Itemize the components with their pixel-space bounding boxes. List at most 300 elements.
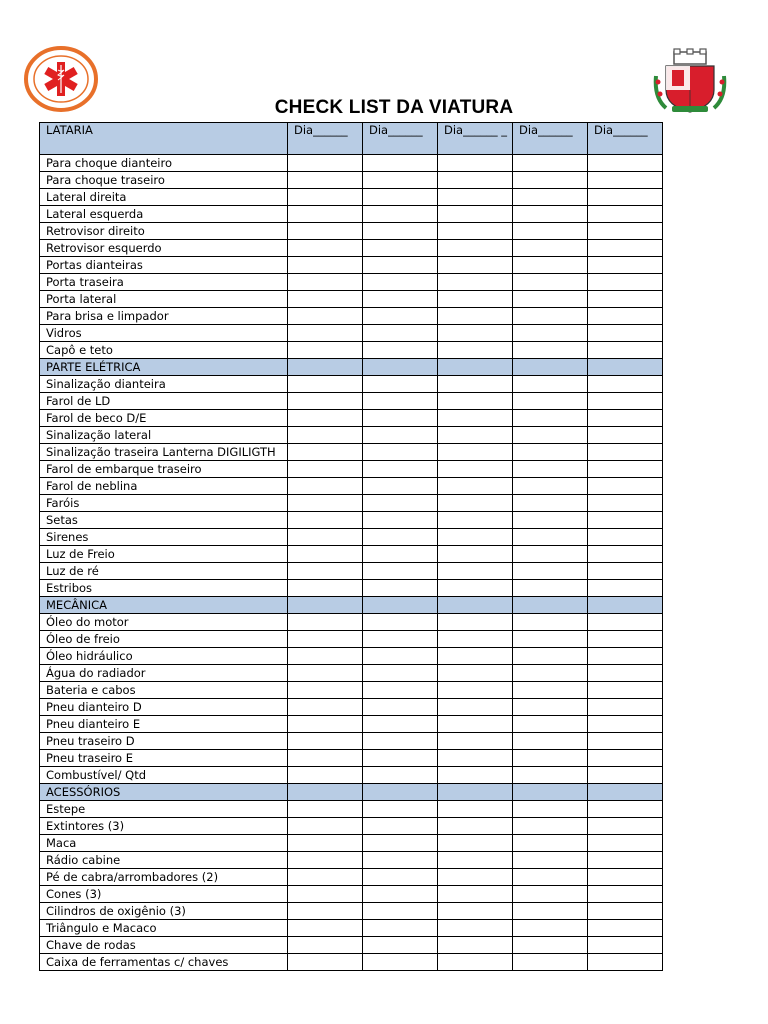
day-2-check-cell[interactable]: [363, 614, 438, 631]
table-row: [40, 767, 663, 784]
day-3-check-cell[interactable]: [438, 580, 513, 597]
day-5-check-cell[interactable]: [588, 308, 663, 325]
day-4-check-cell[interactable]: [513, 937, 588, 954]
day-1-check-cell[interactable]: [288, 563, 363, 580]
day-1-check-cell[interactable]: [288, 920, 363, 937]
day-1-check-cell[interactable]: [288, 835, 363, 852]
day-5-check-cell[interactable]: [588, 886, 663, 903]
day-1-check-cell[interactable]: [288, 529, 363, 546]
day-3-check-cell[interactable]: [438, 852, 513, 869]
day-5-check-cell[interactable]: [588, 155, 663, 172]
day-1-check-cell[interactable]: [288, 648, 363, 665]
day-3-check-cell[interactable]: [438, 818, 513, 835]
item-label: Lateral esquerda: [40, 206, 288, 223]
item-label: Farol de beco D/E: [40, 410, 288, 427]
day-3-check-cell[interactable]: [438, 172, 513, 189]
header-day-5[interactable]: Dia______: [588, 123, 663, 155]
day-2-check-cell[interactable]: [363, 325, 438, 342]
day-4-check-cell[interactable]: [513, 291, 588, 308]
day-5-check-cell[interactable]: [588, 291, 663, 308]
header-day-4[interactable]: Dia______: [513, 123, 588, 155]
day-5-check-cell[interactable]: [588, 206, 663, 223]
day-5-check-cell[interactable]: [588, 495, 663, 512]
header-day-3[interactable]: Dia______ _: [438, 123, 513, 155]
table-row: [40, 223, 663, 240]
item-label: Estribos: [40, 580, 288, 597]
item-label: Faróis: [40, 495, 288, 512]
day-1-check-cell[interactable]: [288, 478, 363, 495]
day-2-check-cell[interactable]: [363, 189, 438, 206]
day-4-check-cell[interactable]: [513, 563, 588, 580]
day-5-check-cell[interactable]: [588, 869, 663, 886]
day-3-check-cell: [438, 597, 513, 614]
item-label: Pneu traseiro E: [40, 750, 288, 767]
day-5-check-cell[interactable]: [588, 427, 663, 444]
day-1-check-cell[interactable]: [288, 410, 363, 427]
day-4-check-cell[interactable]: [513, 461, 588, 478]
day-3-check-cell[interactable]: [438, 291, 513, 308]
table-row: [40, 937, 663, 954]
day-3-check-cell[interactable]: [438, 665, 513, 682]
day-2-check-cell[interactable]: [363, 206, 438, 223]
day-2-check-cell[interactable]: [363, 495, 438, 512]
day-3-check-cell[interactable]: [438, 954, 513, 971]
day-2-check-cell[interactable]: [363, 716, 438, 733]
day-3-check-cell[interactable]: [438, 240, 513, 257]
day-3-check-cell[interactable]: [438, 461, 513, 478]
day-1-check-cell[interactable]: [288, 427, 363, 444]
day-1-check-cell[interactable]: [288, 461, 363, 478]
table-row: [40, 954, 663, 971]
day-2-check-cell[interactable]: [363, 818, 438, 835]
table-row: [40, 563, 663, 580]
day-3-check-cell[interactable]: [438, 308, 513, 325]
item-label: Capô e teto: [40, 342, 288, 359]
day-5-check-cell[interactable]: [588, 648, 663, 665]
day-4-check-cell[interactable]: [513, 376, 588, 393]
day-5-check-cell[interactable]: [588, 461, 663, 478]
item-label: Triângulo e Macaco: [40, 920, 288, 937]
day-1-check-cell[interactable]: [288, 733, 363, 750]
day-3-check-cell[interactable]: [438, 325, 513, 342]
day-2-check-cell[interactable]: [363, 512, 438, 529]
day-5-check-cell[interactable]: [588, 512, 663, 529]
day-3-check-cell[interactable]: [438, 869, 513, 886]
checklist-body: [40, 155, 663, 971]
day-1-check-cell[interactable]: [288, 393, 363, 410]
day-4-check-cell[interactable]: [513, 444, 588, 461]
day-3-check-cell[interactable]: [438, 393, 513, 410]
table-row: [40, 495, 663, 512]
day-4-check-cell[interactable]: [513, 393, 588, 410]
day-1-check-cell[interactable]: [288, 172, 363, 189]
day-1-check-cell[interactable]: [288, 223, 363, 240]
table-row: [40, 699, 663, 716]
day-5-check-cell[interactable]: [588, 937, 663, 954]
table-row: [40, 308, 663, 325]
day-5-check-cell[interactable]: [588, 614, 663, 631]
day-2-check-cell[interactable]: [363, 954, 438, 971]
day-2-check-cell[interactable]: [363, 886, 438, 903]
day-5-check-cell[interactable]: [588, 903, 663, 920]
day-3-check-cell[interactable]: [438, 410, 513, 427]
day-2-check-cell[interactable]: [363, 699, 438, 716]
day-1-check-cell[interactable]: [288, 614, 363, 631]
day-5-check-cell[interactable]: [588, 631, 663, 648]
day-3-check-cell[interactable]: [438, 920, 513, 937]
day-4-check-cell[interactable]: [513, 954, 588, 971]
day-1-check-cell[interactable]: [288, 155, 363, 172]
day-2-check-cell[interactable]: [363, 801, 438, 818]
day-5-check-cell[interactable]: [588, 835, 663, 852]
day-4-check-cell[interactable]: [513, 665, 588, 682]
day-5-check-cell[interactable]: [588, 444, 663, 461]
day-4-check-cell[interactable]: [513, 801, 588, 818]
table-row: [40, 257, 663, 274]
day-1-check-cell[interactable]: [288, 240, 363, 257]
day-1-check-cell[interactable]: [288, 325, 363, 342]
day-1-check-cell[interactable]: [288, 189, 363, 206]
day-4-check-cell[interactable]: [513, 852, 588, 869]
day-3-check-cell[interactable]: [438, 546, 513, 563]
item-label: Sinalização dianteira: [40, 376, 288, 393]
day-3-check-cell[interactable]: [438, 155, 513, 172]
day-1-check-cell[interactable]: [288, 308, 363, 325]
table-row: [40, 665, 663, 682]
day-5-check-cell[interactable]: [588, 325, 663, 342]
day-5-check-cell[interactable]: [588, 529, 663, 546]
day-2-check-cell[interactable]: [363, 920, 438, 937]
day-4-check-cell[interactable]: [513, 546, 588, 563]
day-5-check-cell[interactable]: [588, 240, 663, 257]
day-3-check-cell[interactable]: [438, 767, 513, 784]
day-2-check-cell[interactable]: [363, 835, 438, 852]
item-label: Maca: [40, 835, 288, 852]
day-5-check-cell[interactable]: [588, 478, 663, 495]
item-label: Luz de Freio: [40, 546, 288, 563]
day-4-check-cell[interactable]: [513, 155, 588, 172]
day-1-check-cell[interactable]: [288, 495, 363, 512]
day-3-check-cell[interactable]: [438, 563, 513, 580]
day-4-check-cell[interactable]: [513, 648, 588, 665]
day-2-check-cell: [363, 784, 438, 801]
day-1-check-cell[interactable]: [288, 444, 363, 461]
day-1-check-cell[interactable]: [288, 546, 363, 563]
table-row: [40, 801, 663, 818]
day-4-check-cell[interactable]: [513, 410, 588, 427]
day-1-check-cell[interactable]: [288, 869, 363, 886]
day-3-check-cell[interactable]: [438, 801, 513, 818]
day-4-check-cell[interactable]: [513, 682, 588, 699]
header-day-1[interactable]: Dia______: [288, 123, 363, 155]
day-4-check-cell[interactable]: [513, 886, 588, 903]
day-4-check-cell[interactable]: [513, 257, 588, 274]
day-4-check-cell[interactable]: [513, 172, 588, 189]
item-label: Estepe: [40, 801, 288, 818]
day-3-check-cell[interactable]: [438, 206, 513, 223]
item-label: Sirenes: [40, 529, 288, 546]
table-row: [40, 189, 663, 206]
day-2-check-cell[interactable]: [363, 478, 438, 495]
day-4-check-cell[interactable]: [513, 631, 588, 648]
table-row: [40, 614, 663, 631]
day-1-check-cell[interactable]: [288, 512, 363, 529]
day-1-check-cell[interactable]: [288, 818, 363, 835]
day-1-check-cell[interactable]: [288, 631, 363, 648]
day-5-check-cell[interactable]: [588, 682, 663, 699]
day-2-check-cell[interactable]: [363, 563, 438, 580]
day-5-check-cell[interactable]: [588, 189, 663, 206]
item-label: Vidros: [40, 325, 288, 342]
day-5-check-cell[interactable]: [588, 257, 663, 274]
day-3-check-cell[interactable]: [438, 342, 513, 359]
day-5-check-cell[interactable]: [588, 563, 663, 580]
table-row: [40, 546, 663, 563]
day-2-check-cell[interactable]: [363, 733, 438, 750]
day-2-check-cell[interactable]: [363, 461, 438, 478]
day-1-check-cell[interactable]: [288, 716, 363, 733]
day-4-check-cell[interactable]: [513, 835, 588, 852]
day-5-check-cell[interactable]: [588, 580, 663, 597]
day-3-check-cell: [438, 359, 513, 376]
day-1-check-cell[interactable]: [288, 257, 363, 274]
day-4-check-cell[interactable]: [513, 903, 588, 920]
day-1-check-cell[interactable]: [288, 937, 363, 954]
item-label: Sinalização lateral: [40, 427, 288, 444]
day-4-check-cell[interactable]: [513, 529, 588, 546]
day-2-check-cell[interactable]: [363, 852, 438, 869]
item-label: Pneu traseiro D: [40, 733, 288, 750]
day-2-check-cell[interactable]: [363, 767, 438, 784]
table-row: [40, 172, 663, 189]
day-1-check-cell[interactable]: [288, 342, 363, 359]
day-1-check-cell[interactable]: [288, 954, 363, 971]
item-label: Portas dianteiras: [40, 257, 288, 274]
day-1-check-cell[interactable]: [288, 801, 363, 818]
day-5-check-cell[interactable]: [588, 393, 663, 410]
day-4-check-cell[interactable]: [513, 478, 588, 495]
day-2-check-cell[interactable]: [363, 274, 438, 291]
day-5-check-cell[interactable]: [588, 801, 663, 818]
day-4-check-cell[interactable]: [513, 495, 588, 512]
day-5-check-cell: [588, 597, 663, 614]
day-5-check-cell[interactable]: [588, 699, 663, 716]
day-2-check-cell[interactable]: [363, 393, 438, 410]
day-2-check-cell[interactable]: [363, 869, 438, 886]
day-5-check-cell[interactable]: [588, 172, 663, 189]
day-4-check-cell[interactable]: [513, 240, 588, 257]
day-2-check-cell[interactable]: [363, 546, 438, 563]
header-day-2[interactable]: Dia______: [363, 123, 438, 155]
day-2-check-cell[interactable]: [363, 308, 438, 325]
day-3-check-cell[interactable]: [438, 614, 513, 631]
day-1-check-cell[interactable]: [288, 852, 363, 869]
day-4-check-cell[interactable]: [513, 767, 588, 784]
day-3-check-cell[interactable]: [438, 631, 513, 648]
day-3-check-cell[interactable]: [438, 376, 513, 393]
day-1-check-cell[interactable]: [288, 767, 363, 784]
day-2-check-cell[interactable]: [363, 427, 438, 444]
day-2-check-cell[interactable]: [363, 376, 438, 393]
day-3-check-cell[interactable]: [438, 886, 513, 903]
day-2-check-cell[interactable]: [363, 903, 438, 920]
day-5-check-cell[interactable]: [588, 954, 663, 971]
day-4-check-cell[interactable]: [513, 614, 588, 631]
day-2-check-cell[interactable]: [363, 631, 438, 648]
day-3-check-cell[interactable]: [438, 937, 513, 954]
section-row: [40, 597, 663, 614]
day-1-check-cell[interactable]: [288, 665, 363, 682]
day-1-check-cell[interactable]: [288, 903, 363, 920]
day-2-check-cell[interactable]: [363, 223, 438, 240]
item-label: Lateral direita: [40, 189, 288, 206]
day-4-check-cell[interactable]: [513, 750, 588, 767]
day-5-check-cell[interactable]: [588, 733, 663, 750]
table-row: [40, 325, 663, 342]
item-label: Caixa de ferramentas c/ chaves: [40, 954, 288, 971]
day-5-check-cell[interactable]: [588, 750, 663, 767]
day-2-check-cell[interactable]: [363, 342, 438, 359]
day-5-check-cell[interactable]: [588, 852, 663, 869]
table-row: [40, 682, 663, 699]
day-3-check-cell[interactable]: [438, 223, 513, 240]
day-2-check-cell[interactable]: [363, 648, 438, 665]
section-label: PARTE ELÉTRICA: [40, 359, 288, 376]
table-row: [40, 291, 663, 308]
day-3-check-cell[interactable]: [438, 478, 513, 495]
item-label: Cones (3): [40, 886, 288, 903]
day-5-check-cell[interactable]: [588, 767, 663, 784]
day-5-check-cell[interactable]: [588, 665, 663, 682]
day-1-check-cell[interactable]: [288, 206, 363, 223]
day-5-check-cell[interactable]: [588, 818, 663, 835]
section-label: MECÂNICA: [40, 597, 288, 614]
day-3-check-cell[interactable]: [438, 733, 513, 750]
table-row: [40, 818, 663, 835]
item-label: Rádio cabine: [40, 852, 288, 869]
day-4-check-cell[interactable]: [513, 342, 588, 359]
day-4-check-cell[interactable]: [513, 223, 588, 240]
section-row: [40, 359, 663, 376]
day-1-check-cell[interactable]: [288, 291, 363, 308]
day-5-check-cell[interactable]: [588, 376, 663, 393]
day-2-check-cell[interactable]: [363, 240, 438, 257]
table-row: [40, 903, 663, 920]
day-4-check-cell[interactable]: [513, 920, 588, 937]
day-3-check-cell[interactable]: [438, 699, 513, 716]
day-3-check-cell[interactable]: [438, 189, 513, 206]
day-4-check-cell[interactable]: [513, 716, 588, 733]
day-3-check-cell[interactable]: [438, 274, 513, 291]
day-4-check-cell[interactable]: [513, 733, 588, 750]
day-3-check-cell[interactable]: [438, 835, 513, 852]
item-label: Para choque dianteiro: [40, 155, 288, 172]
day-1-check-cell[interactable]: [288, 580, 363, 597]
day-1-check-cell[interactable]: [288, 750, 363, 767]
table-row: [40, 342, 663, 359]
table-row: [40, 461, 663, 478]
day-1-check-cell[interactable]: [288, 682, 363, 699]
day-2-check-cell[interactable]: [363, 750, 438, 767]
day-3-check-cell[interactable]: [438, 495, 513, 512]
day-4-check-cell: [513, 597, 588, 614]
day-3-check-cell[interactable]: [438, 427, 513, 444]
day-2-check-cell: [363, 359, 438, 376]
day-2-check-cell[interactable]: [363, 444, 438, 461]
day-4-check-cell[interactable]: [513, 580, 588, 597]
item-label: Para choque traseiro: [40, 172, 288, 189]
day-2-check-cell[interactable]: [363, 172, 438, 189]
day-4-check-cell[interactable]: [513, 512, 588, 529]
day-3-check-cell[interactable]: [438, 682, 513, 699]
day-3-check-cell[interactable]: [438, 903, 513, 920]
day-3-check-cell[interactable]: [438, 512, 513, 529]
item-label: Cilindros de oxigênio (3): [40, 903, 288, 920]
day-4-check-cell[interactable]: [513, 818, 588, 835]
item-label: Combustível/ Qtd: [40, 767, 288, 784]
day-2-check-cell[interactable]: [363, 410, 438, 427]
day-5-check-cell[interactable]: [588, 546, 663, 563]
day-1-check-cell[interactable]: [288, 699, 363, 716]
item-label: Pé de cabra/arrombadores (2): [40, 869, 288, 886]
day-4-check-cell[interactable]: [513, 325, 588, 342]
table-row: [40, 716, 663, 733]
day-2-check-cell[interactable]: [363, 257, 438, 274]
day-4-check-cell[interactable]: [513, 274, 588, 291]
day-5-check-cell[interactable]: [588, 223, 663, 240]
day-3-check-cell[interactable]: [438, 529, 513, 546]
day-2-check-cell[interactable]: [363, 529, 438, 546]
day-2-check-cell[interactable]: [363, 580, 438, 597]
day-2-check-cell[interactable]: [363, 937, 438, 954]
day-5-check-cell[interactable]: [588, 920, 663, 937]
item-label: Retrovisor direito: [40, 223, 288, 240]
day-1-check-cell: [288, 597, 363, 614]
day-2-check-cell[interactable]: [363, 155, 438, 172]
day-1-check-cell[interactable]: [288, 376, 363, 393]
item-label: Farol de neblina: [40, 478, 288, 495]
day-4-check-cell: [513, 784, 588, 801]
day-1-check-cell[interactable]: [288, 274, 363, 291]
table-row: [40, 444, 663, 461]
day-5-check-cell[interactable]: [588, 342, 663, 359]
table-row: [40, 155, 663, 172]
table-row: [40, 376, 663, 393]
day-5-check-cell[interactable]: [588, 716, 663, 733]
day-4-check-cell[interactable]: [513, 869, 588, 886]
day-5-check-cell[interactable]: [588, 274, 663, 291]
day-4-check-cell[interactable]: [513, 308, 588, 325]
day-3-check-cell[interactable]: [438, 444, 513, 461]
day-1-check-cell[interactable]: [288, 886, 363, 903]
day-5-check-cell: [588, 359, 663, 376]
day-4-check-cell[interactable]: [513, 206, 588, 223]
item-label: Para brisa e limpador: [40, 308, 288, 325]
day-3-check-cell[interactable]: [438, 648, 513, 665]
day-3-check-cell[interactable]: [438, 716, 513, 733]
day-3-check-cell[interactable]: [438, 257, 513, 274]
day-2-check-cell[interactable]: [363, 665, 438, 682]
day-4-check-cell[interactable]: [513, 189, 588, 206]
day-2-check-cell[interactable]: [363, 682, 438, 699]
day-4-check-cell[interactable]: [513, 427, 588, 444]
item-label: Bateria e cabos: [40, 682, 288, 699]
day-2-check-cell[interactable]: [363, 291, 438, 308]
day-3-check-cell: [438, 784, 513, 801]
day-3-check-cell[interactable]: [438, 750, 513, 767]
day-5-check-cell[interactable]: [588, 410, 663, 427]
day-4-check-cell[interactable]: [513, 699, 588, 716]
